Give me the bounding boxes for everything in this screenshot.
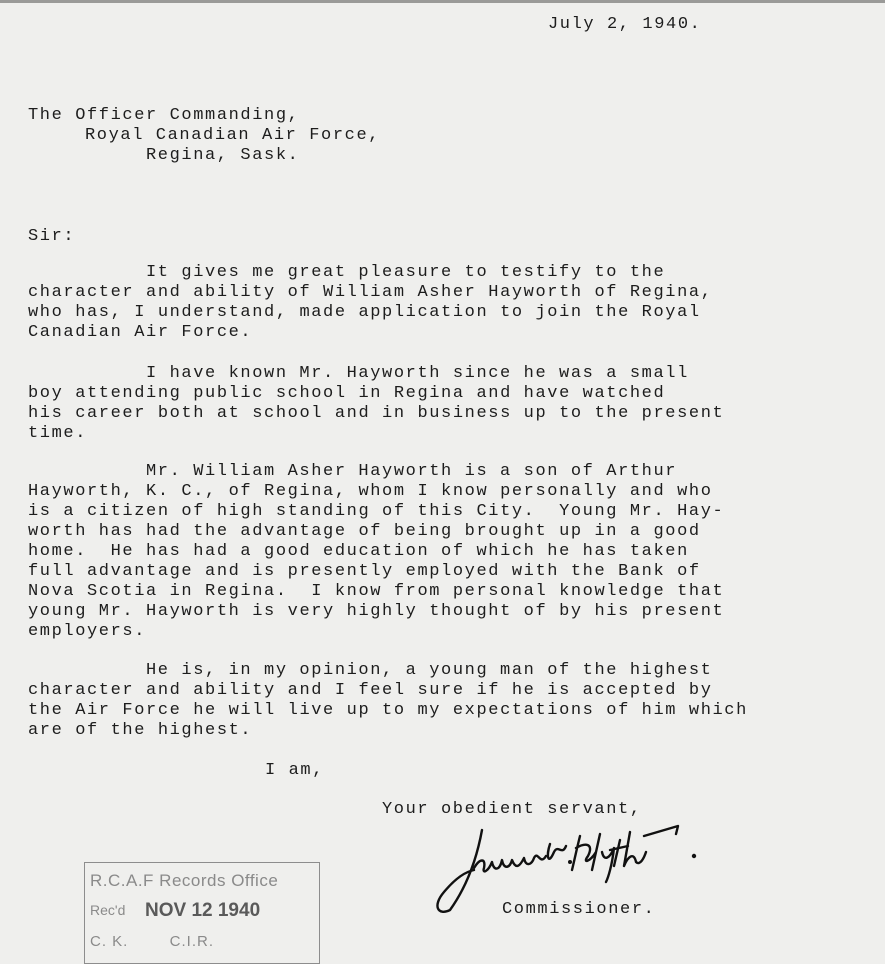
address-line: The Officer Commanding, [28, 106, 300, 125]
text-line: full advantage and is presently employed with the Bank of [28, 562, 701, 581]
paragraph-2 [28, 364, 724, 444]
text-line: time. [28, 424, 88, 443]
paragraph-1 [28, 263, 713, 343]
salutation: Sir: [28, 227, 76, 246]
stamp-initials: C. K. C.I.R. [90, 933, 215, 950]
text-line: Nova Scotia in Regina. I know from personal knowledge that [28, 582, 725, 601]
text-line: is a citizen of high standing of this City. Young Mr. Hay- [28, 502, 725, 521]
text-line: I have known Mr. Hayworth since he was a small [146, 364, 689, 383]
recipient-address [28, 106, 380, 166]
stamp-office: R.C.A.F Records Office [90, 871, 279, 890]
page-edge [0, 0, 885, 3]
text-line: his career both at school and in business up to the present [28, 404, 725, 423]
records-office-stamp [84, 862, 320, 964]
stamp-date: NOV 12 1940 [145, 900, 261, 921]
text-line: It gives me great pleasure to testify to the [146, 263, 666, 282]
text-line: worth has had the advantage of being brought up in a good [28, 522, 701, 541]
text-line: Canadian Air Force. [28, 323, 253, 342]
closing-servant: Your obedient servant, [382, 800, 642, 819]
closing-i-am: I am, [265, 761, 325, 780]
paragraph-3 [28, 462, 724, 642]
address-line: Regina, Sask. [146, 146, 300, 165]
letter-date: July 2, 1940. [548, 15, 702, 34]
text-line: the Air Force he will live up to my expectations of him which [28, 701, 748, 720]
text-line: are of the highest. [28, 721, 253, 740]
stamp-recd-label: Rec'd [90, 902, 126, 918]
signer-title: Commissioner. [502, 900, 656, 919]
text-line: character and ability of William Asher Hayworth of Regina, [28, 283, 713, 302]
text-line: young Mr. Hayworth is very highly thought of by his present [28, 602, 725, 621]
paragraph-4 [28, 661, 748, 741]
text-line: He is, in my opinion, a young man of the highest [146, 661, 713, 680]
text-line: Hayworth, K. C., of Regina, whom I know personally and who [28, 482, 713, 501]
text-line: Mr. William Asher Hayworth is a son of Arthur [146, 462, 678, 481]
text-line: employers. [28, 622, 147, 641]
text-line: home. He has had a good education of which he has taken [28, 542, 689, 561]
text-line: character and ability and I feel sure if he is accepted by [28, 681, 713, 700]
text-line: who has, I understand, made application to join the Royal [28, 303, 701, 322]
address-line: Royal Canadian Air Force, [85, 126, 381, 145]
text-line: boy attending public school in Regina and have watched [28, 384, 666, 403]
